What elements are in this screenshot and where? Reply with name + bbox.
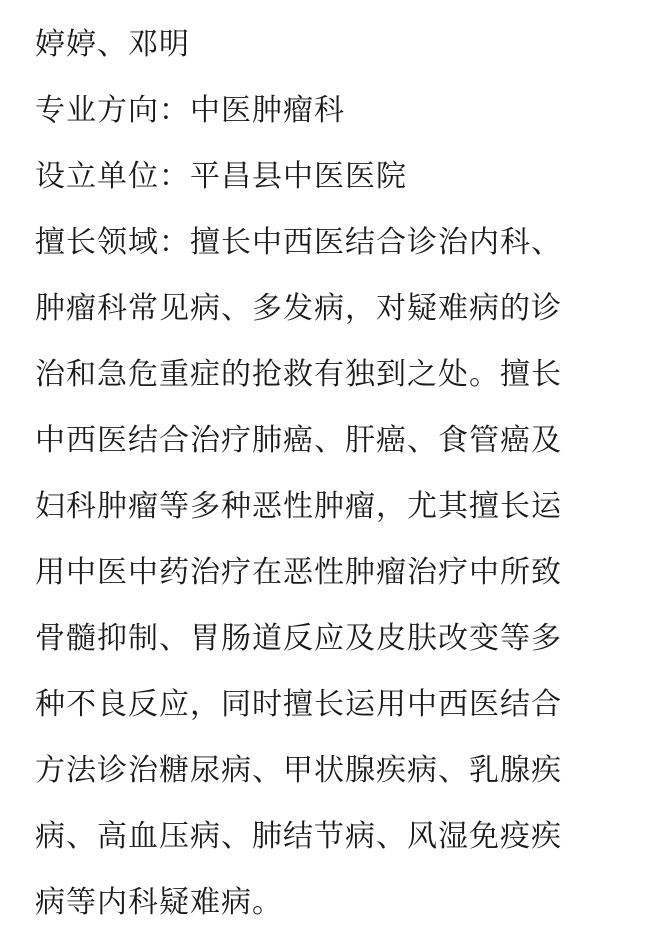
text-line-expertise-7: 骨髓抑制、胃肠道反应及皮肤改变等多: [35, 621, 562, 656]
text-line-expertise-11: 病等内科疑难病。: [35, 885, 283, 920]
text-line-expertise-5: 妇科肿瘤等多种恶性肿瘤，尤其擅长运: [35, 489, 562, 524]
text-line-expertise-6: 用中医中药治疗在恶性肿瘤治疗中所致: [35, 555, 562, 590]
text-line-expertise-10: 病、高血压病、肺结节病、风湿免疫疾: [35, 819, 562, 854]
text-line-expertise-4: 中西医结合治疗肺癌、肝癌、食管癌及: [35, 423, 562, 458]
text-line-names: 婷婷、邓明: [35, 27, 190, 62]
text-line-expertise-2: 肿瘤科常见病、多发病，对疑难病的诊: [35, 291, 562, 326]
text-line-specialty: 专业方向：中医肿瘤科: [35, 93, 345, 128]
text-line-institution: 设立单位：平昌县中医医院: [35, 159, 407, 194]
document-body: [35, 12, 635, 936]
text-line-expertise-8: 种不良反应，同时擅长运用中西医结合: [35, 687, 562, 722]
text-line-expertise-9: 方法诊治糖尿病、甲状腺疾病、乳腺疾: [35, 753, 562, 788]
text-line-expertise-1: 擅长领域：擅长中西医结合诊治内科、: [35, 225, 562, 260]
text-line-expertise-3: 治和急危重症的抢救有独到之处。擅长: [35, 357, 562, 392]
